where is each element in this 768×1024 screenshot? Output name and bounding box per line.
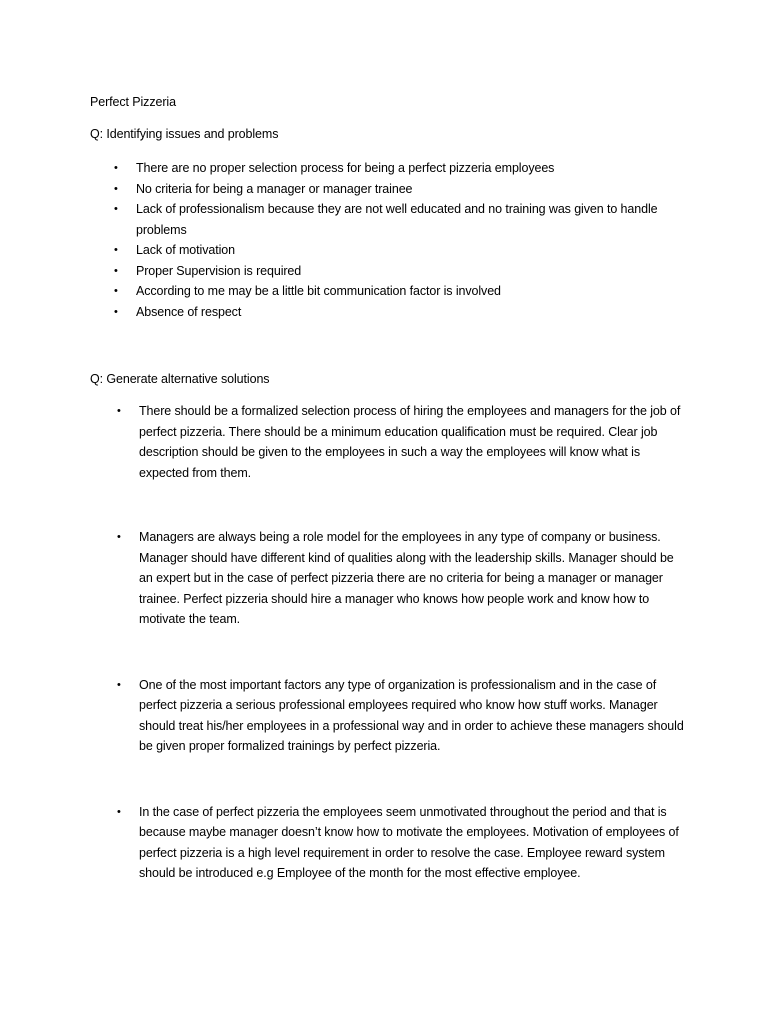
- bullet-icon: •: [114, 264, 118, 277]
- bullet-icon: •: [114, 305, 118, 318]
- bullet-icon: •: [114, 162, 118, 174]
- list-item-text: No criteria for being a manager or manager trainee: [136, 181, 413, 196]
- list-item-text: One of the most important factors any type of organization is professionalism and in the case of perfect pizzeria a serious professional employees required who know how stuff works. Manager should treat his/her employees in a professional way and in order to achieve these managers should be given proper formalized trainings by perfect pizzeria.: [139, 677, 684, 753]
- list-item-text: Lack of professionalism because they are not well educated and no training was given to handle problems: [136, 202, 658, 237]
- section-heading-solutions: Q: Generate alternative solutions: [90, 372, 270, 386]
- list-item-text: Lack of motivation: [136, 243, 235, 257]
- bullet-icon: •: [117, 531, 121, 543]
- list-item-text: In the case of perfect pizzeria the employees seem unmotivated throughout the period and that is because maybe manager doesn’t know how to motivate the employees. Motivation of employees of perfect pizzeria is a high level requirement in order to resolve the case. Employee reward system should be introduced e.g Employee of the month for the most effective employee.: [139, 804, 679, 880]
- list-item-text: Proper Supervision is required: [136, 263, 302, 278]
- document-title: Perfect Pizzeria: [90, 95, 176, 109]
- list-item: [114, 158, 696, 179]
- list-item: [117, 401, 689, 483]
- list-item: [117, 527, 689, 630]
- issues-list: [114, 158, 696, 322]
- list-item: [117, 802, 689, 884]
- list-item-text: There are no proper selection process for being a perfect pizzeria employees: [136, 161, 555, 175]
- list-item: [114, 199, 696, 240]
- bullet-icon: •: [114, 244, 118, 256]
- bullet-icon: •: [117, 405, 121, 417]
- list-item: [114, 261, 696, 282]
- list-item-text: Managers are always being a role model for the employees in any type of company or business. Manager should have different kind of qualities along with the leadership skills. Manager should be an expert but in the case of perfect pizzeria there are no criteria for being a manager or manager trainee. Perfect pizzeria should hire a manager who knows how people work and know how to motivate the team.: [139, 530, 674, 626]
- list-item: [114, 281, 696, 302]
- list-item-text: According to me may be a little bit communication factor is involved: [136, 284, 501, 298]
- list-item-text: Absence of respect: [136, 304, 242, 319]
- section-heading-issues: Q: Identifying issues and problems: [90, 127, 279, 141]
- list-item: [114, 240, 696, 261]
- list-item-text: There should be a formalized selection process of hiring the employees and managers for the job of perfect pizzeria. There should be a minimum education qualification must be required. Clear job description should be given to the employees in such a way the employees will know what is expected from them.: [139, 404, 681, 480]
- bullet-icon: •: [114, 285, 118, 297]
- bullet-icon: •: [117, 805, 121, 818]
- list-item: [114, 179, 696, 200]
- bullet-icon: •: [114, 182, 118, 195]
- solutions-list: [117, 401, 689, 884]
- list-item: [117, 675, 689, 757]
- list-item: [114, 302, 696, 323]
- bullet-icon: •: [117, 678, 121, 691]
- bullet-icon: •: [114, 203, 118, 215]
